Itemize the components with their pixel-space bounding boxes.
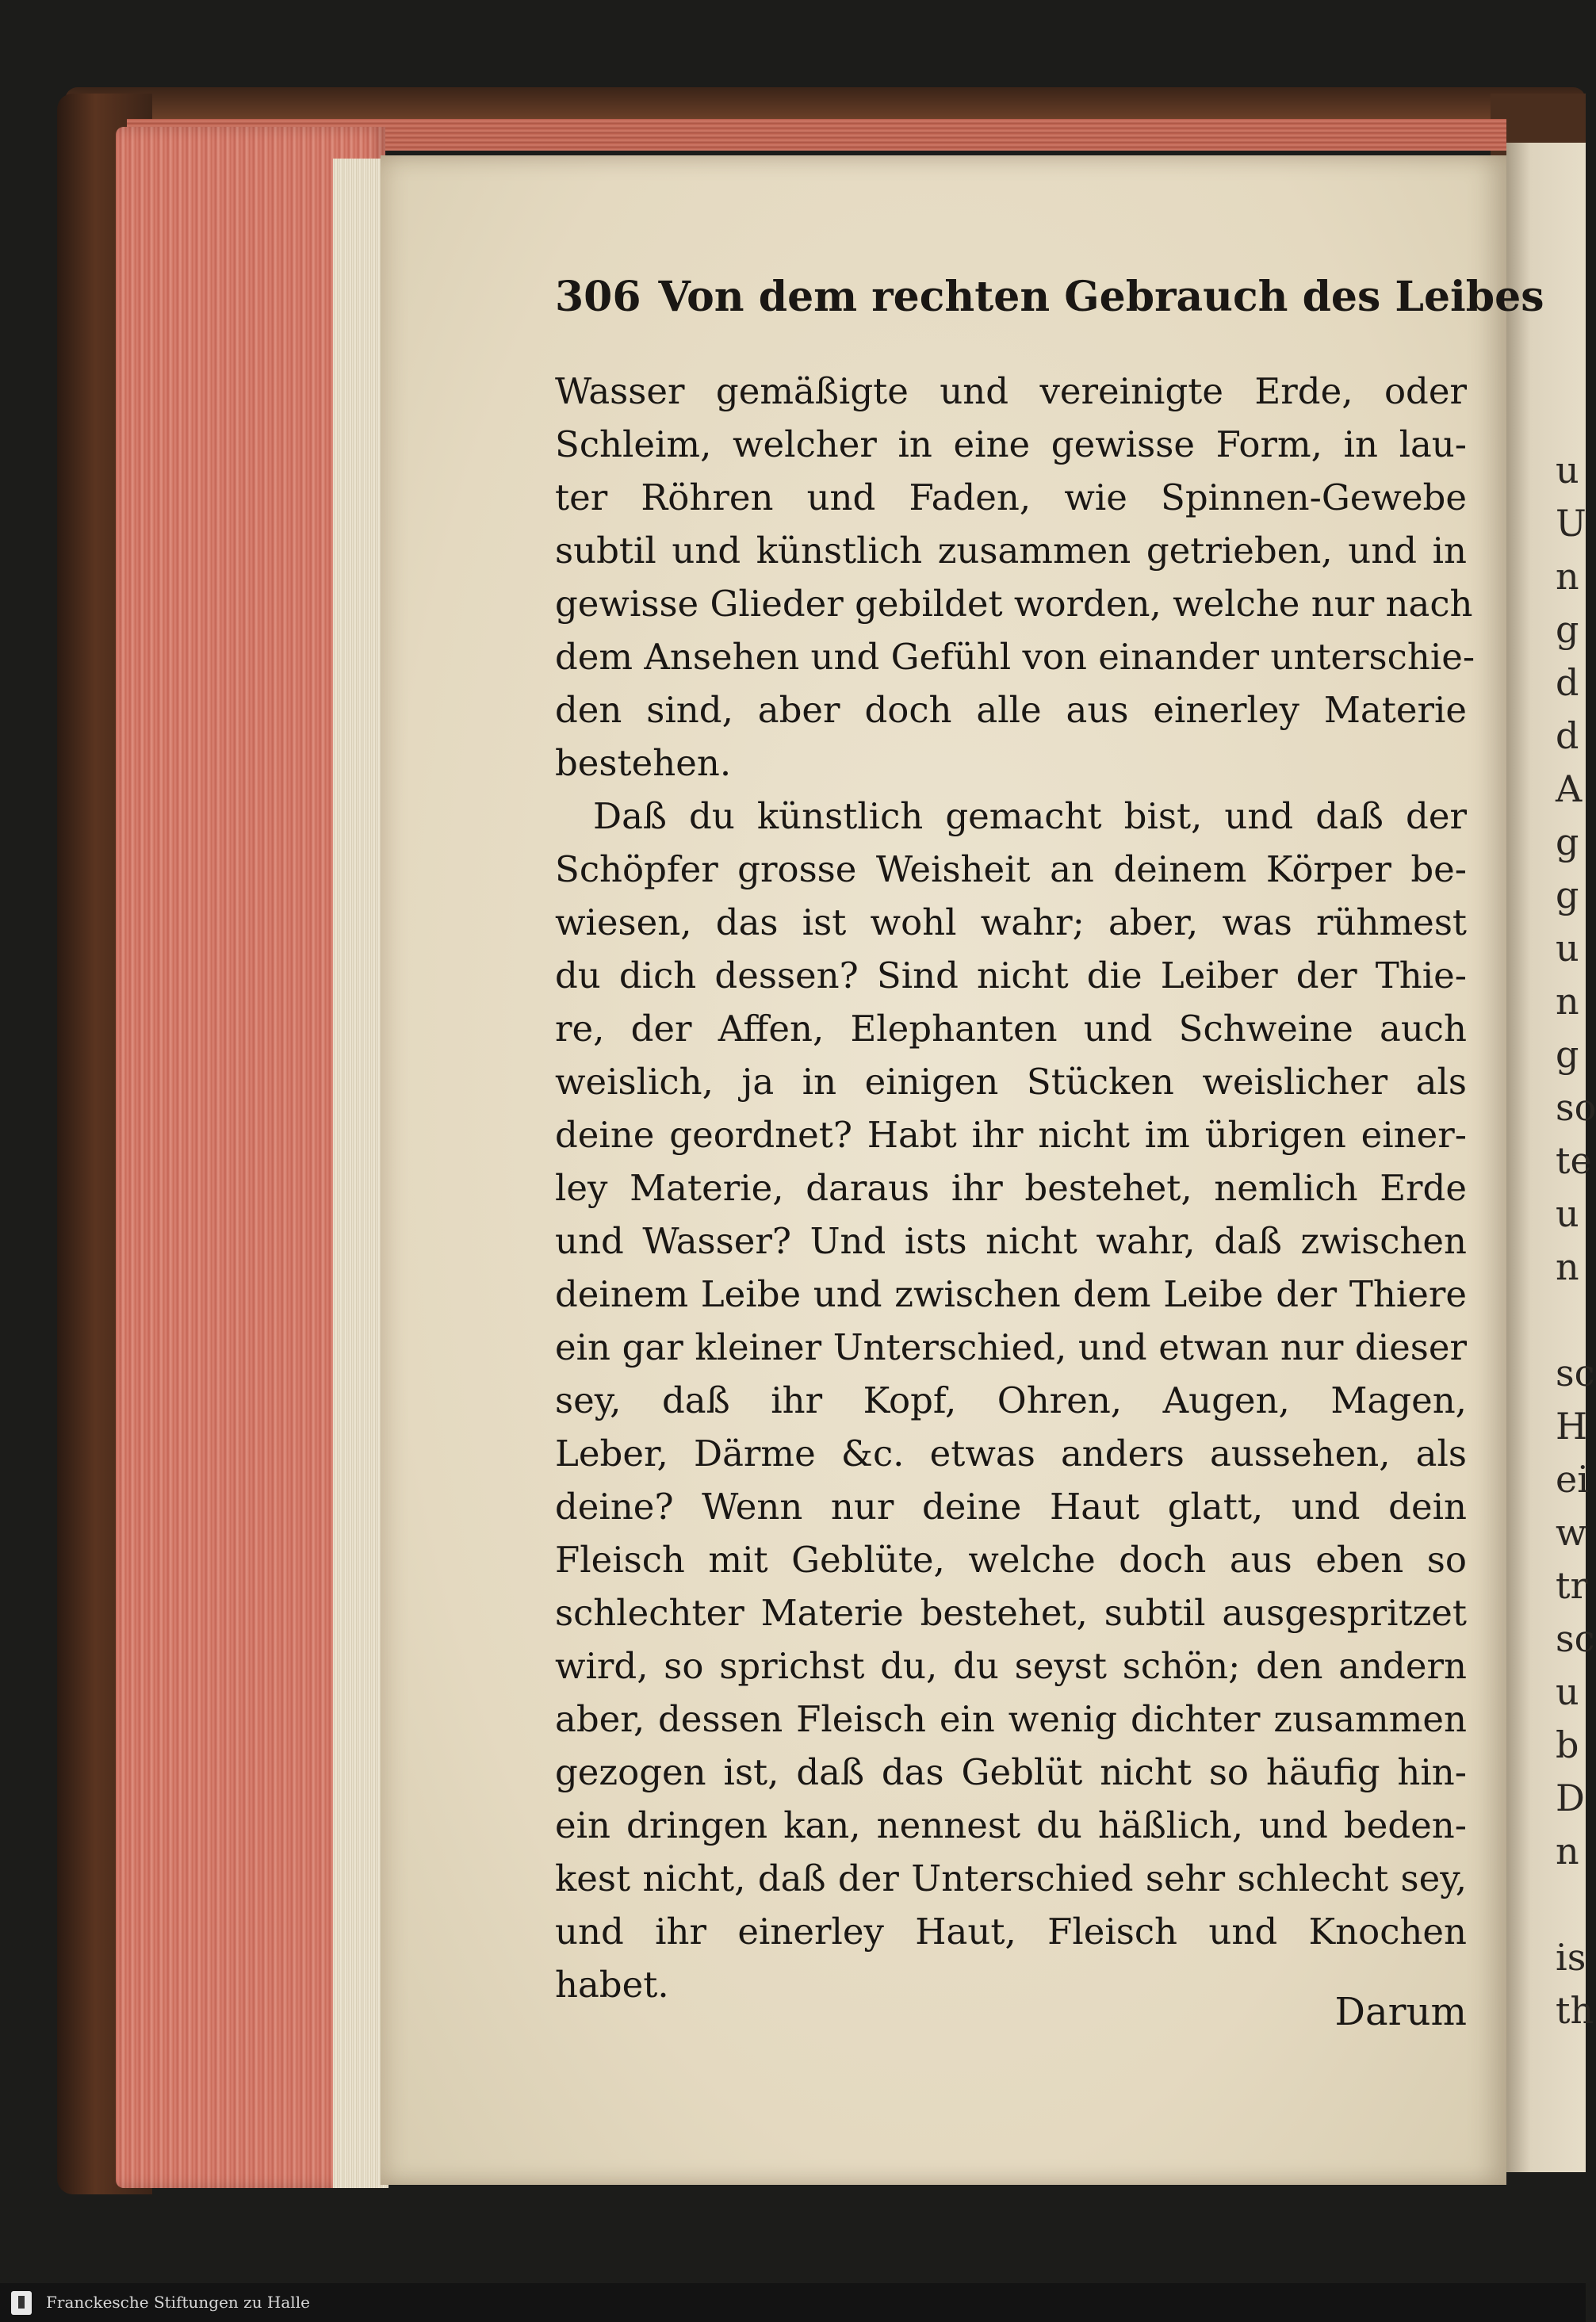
text-line: ley Materie, daraus ihr bestehet, nemlich Erde [555,1167,1467,1209]
neighbour-page-fragment: sc [1556,1352,1595,1394]
footer-institution: Franckesche Stiftungen zu Halle [46,2293,310,2312]
neighbour-page-fragment: A [1556,767,1583,810]
text-line: Daß du künstlich gemacht bist, und daß der [593,795,1467,837]
text-line: Schleim, welcher in eine gewisse Form, in lau- [555,423,1467,465]
text-line: ter Röhren und Faden, wie Spinnen-Gewebe [555,476,1467,518]
text-line: re, der Affen, Elephanten und Schweine auch [555,1008,1467,1050]
neighbour-page-fragment: H [1556,1405,1588,1448]
neighbour-page-fragment: so [1556,1086,1596,1129]
text-line: deinem Leibe und zwischen dem Leibe der Thiere [555,1273,1467,1315]
neighbour-page-fragment: g [1556,821,1579,863]
page-number: 306 [555,273,641,321]
text-line: ein gar kleiner Unterschied, und etwan nur dieser [555,1326,1467,1368]
neighbour-page-fragment: tr [1556,1564,1588,1607]
neighbour-page-fragment: w [1556,1511,1587,1554]
neighbour-page-fragment: d [1556,714,1579,757]
neighbour-page-fragment: u [1556,1192,1579,1235]
neighbour-page-fragment: D [1556,1777,1585,1819]
text-line: schlechter Materie bestehet, subtil ausgespritzet [555,1592,1467,1634]
neighbour-page-fragment: u [1556,449,1579,492]
neighbour-page-fragment [1556,1878,1586,1931]
text-line: Wasser gemäßigte und vereinigte Erde, oder [555,370,1467,412]
text-line: gezogen ist, daß das Geblüt nicht so häufig hin- [555,1751,1467,1793]
institution-logo-icon [11,2291,32,2315]
text-line: den sind, aber doch alle aus einerley Materie [555,689,1467,731]
text-line: deine? Wenn nur deine Haut glatt, und dein [555,1486,1467,1528]
text-line: sey, daß ihr Kopf, Ohren, Augen, Magen, [555,1379,1467,1421]
neighbour-page-fragment: g [1556,1033,1579,1076]
text-line: Schöpfer grosse Weisheit an deinem Körper be- [555,848,1467,890]
body-text [555,365,1475,2011]
text-line: du dich dessen? Sind nicht die Leiber der Thie- [555,954,1467,997]
text-line: gewisse Glieder gebildet worden, welche nur nach [555,583,1473,625]
text-line: wird, so sprichst du, du seyst schön; den andern [555,1645,1467,1687]
running-head-title: Von dem rechten Gebrauch des Leibes [658,273,1544,321]
text-line: Leber, Därme &c. etwas anders aussehen, als [555,1433,1467,1475]
text-line: ein dringen kan, nennest du häßlich, und beden- [555,1804,1467,1846]
neighbour-page-fragment: n [1556,555,1579,598]
running-head [555,273,1544,321]
neighbour-page-fragment: u [1556,927,1579,970]
text-line: und ihr einerley Haut, Fleisch und Knochen [555,1911,1467,1953]
text-line: dem Ansehen und Gefühl von einander unterschie- [555,636,1475,678]
neighbour-page-fragment: U [1556,502,1586,545]
footer-bar [0,2283,1586,2322]
neighbour-page-fragment: ei [1556,1458,1589,1501]
neighbour-page-fragment [1556,1294,1586,1347]
neighbour-page-fragment: te [1556,1139,1592,1182]
neighbour-page-fragment: n [1556,980,1579,1023]
neighbour-page-fragment: sc [1556,1617,1595,1660]
text-line: subtil und künstlich zusammen getrieben, und in [555,530,1467,572]
text-line: wiesen, das ist wohl wahr; aber, was rühmest [555,901,1467,943]
neighbour-page-text [1556,444,1596,2037]
neighbour-page-fragment: is [1556,1936,1586,1979]
text-line: Fleisch mit Geblüte, welche doch aus eben so [555,1539,1467,1581]
text-line: bestehen. [555,742,732,784]
neighbour-page-fragment: g [1556,874,1579,916]
text-line: aber, dessen Fleisch ein wenig dichter zusammen [555,1698,1467,1740]
text-line: habet. [555,1964,669,2006]
catchword: Darum [1334,1990,1467,2034]
text-line: und Wasser? Und ists nicht wahr, daß zwischen [555,1220,1467,1262]
neighbour-page-fragment: th [1556,1989,1594,2032]
neighbour-page-fragment: u [1556,1670,1579,1713]
text-line: deine geordnet? Habt ihr nicht im übrigen einer- [555,1114,1467,1156]
text-line: kest nicht, daß der Unterschied sehr schlecht sey, [555,1857,1467,1899]
neighbour-page-fragment: n [1556,1245,1579,1288]
text-line: weislich, ja in einigen Stücken weislicher als [555,1061,1467,1103]
neighbour-page-fragment: b [1556,1723,1579,1766]
neighbour-page-fragment: g [1556,608,1579,651]
neighbour-page-fragment: n [1556,1830,1579,1873]
neighbour-page-fragment: d [1556,661,1579,704]
